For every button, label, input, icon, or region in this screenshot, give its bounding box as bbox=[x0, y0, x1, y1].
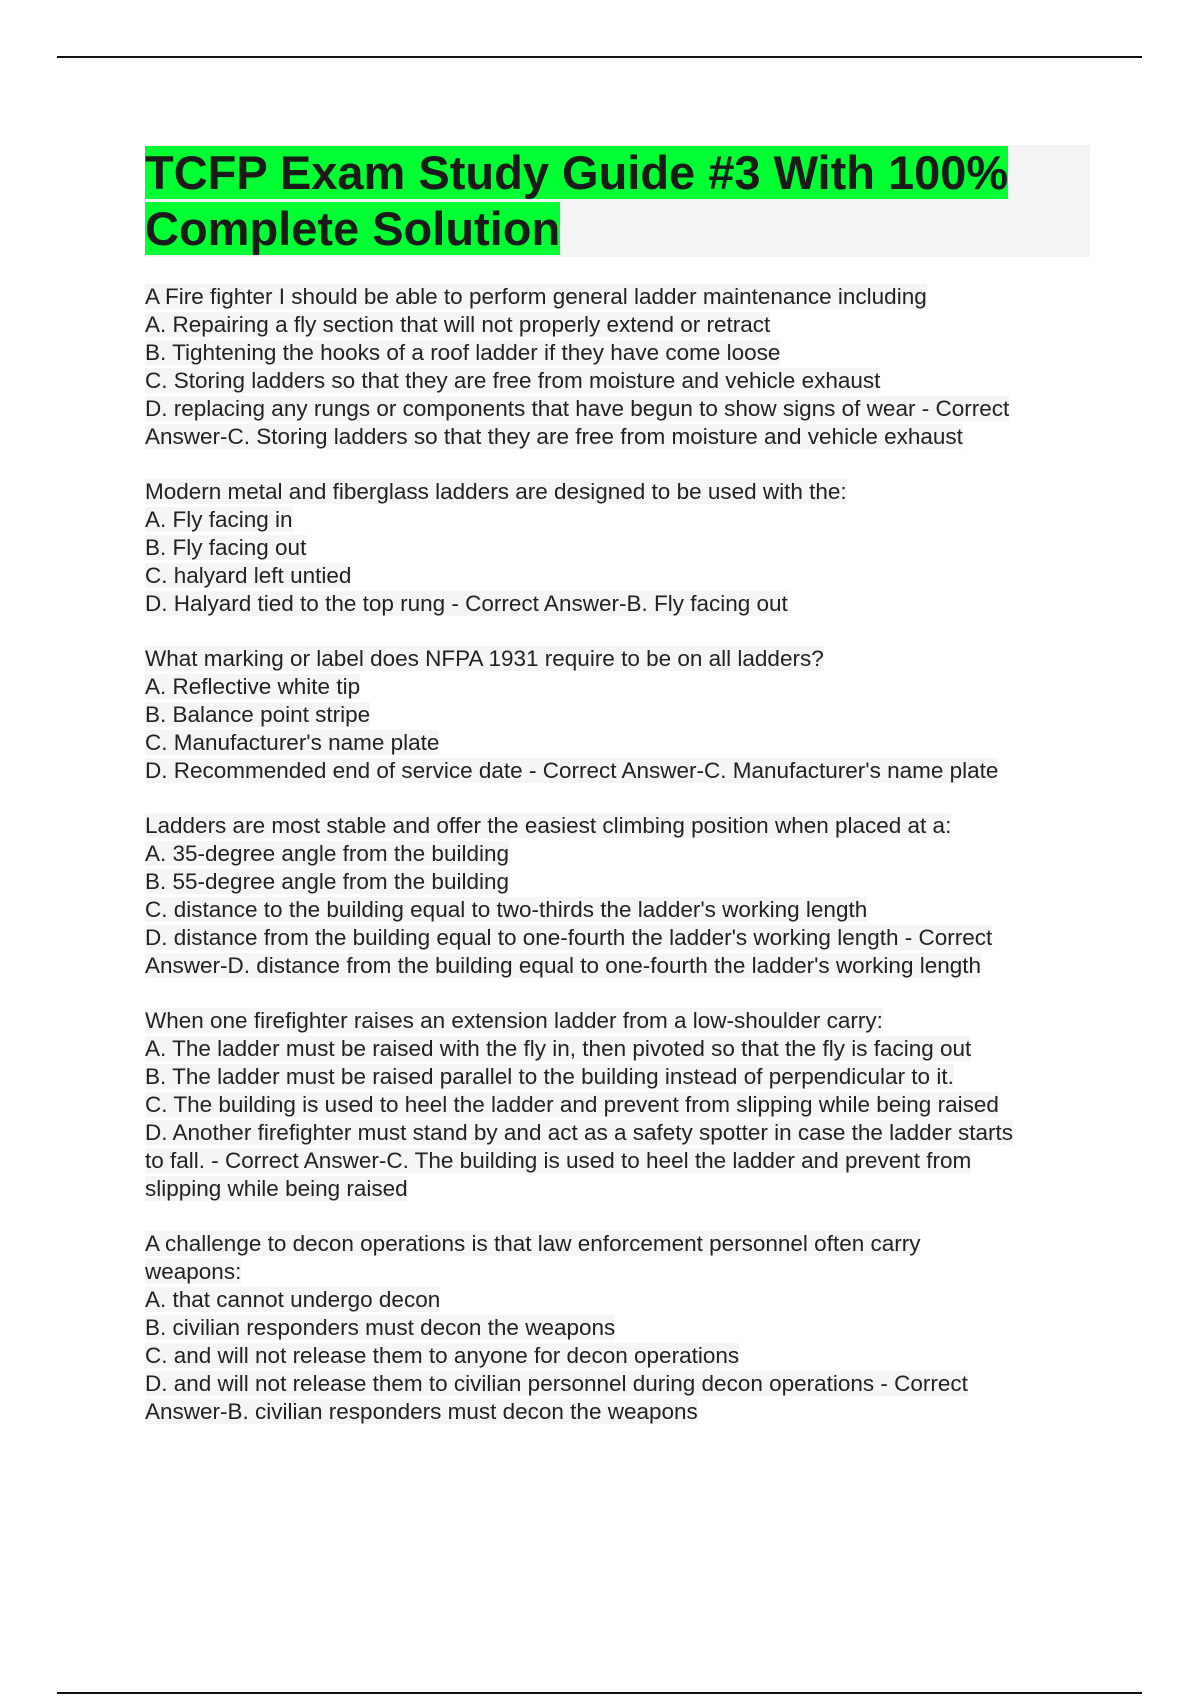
question-text bbox=[145, 812, 1090, 840]
question-line bbox=[145, 729, 1090, 757]
question-line bbox=[145, 534, 1090, 562]
question-line bbox=[145, 1147, 1090, 1175]
footer-rule bbox=[57, 1692, 1142, 1694]
question-line bbox=[145, 840, 1090, 868]
question-text bbox=[145, 1007, 1090, 1035]
question-line bbox=[145, 924, 1090, 952]
line-text: D. distance from the building equal to one-fourth the ladder's working length - Correct bbox=[145, 925, 993, 950]
line-text: C. The building is used to heel the ladder and prevent from slipping while being raised bbox=[145, 1092, 999, 1117]
question-block bbox=[145, 283, 1090, 451]
line-text: weapons: bbox=[145, 1259, 242, 1284]
document-title bbox=[145, 145, 1090, 257]
question-line bbox=[145, 1314, 1090, 1342]
question-text bbox=[145, 478, 1090, 506]
question-line bbox=[145, 868, 1090, 896]
document-body bbox=[145, 145, 1090, 1453]
question-line bbox=[145, 1370, 1090, 1398]
question-line bbox=[145, 395, 1090, 423]
question-text bbox=[145, 1230, 1090, 1258]
line-text: to fall. - Correct Answer-C. The building is used to heel the ladder and prevent from bbox=[145, 1148, 972, 1173]
question-line bbox=[145, 423, 1090, 451]
question-line bbox=[145, 1119, 1090, 1147]
line-text: D. and will not release them to civilian personnel during decon operations - Correct bbox=[145, 1371, 968, 1396]
line-text: C. Storing ladders so that they are free from moisture and vehicle exhaust bbox=[145, 368, 881, 393]
question-line bbox=[145, 1091, 1090, 1119]
question-line bbox=[145, 896, 1090, 924]
question-line bbox=[145, 1063, 1090, 1091]
line-text: D. Recommended end of service date - Correct Answer-C. Manufacturer's name plate bbox=[145, 758, 999, 783]
line-text: Answer-B. civilian responders must decon the weapons bbox=[145, 1399, 698, 1424]
question-block bbox=[145, 1007, 1090, 1203]
question-text bbox=[145, 283, 1090, 311]
question-list bbox=[145, 283, 1090, 1426]
line-text: C. Manufacturer's name plate bbox=[145, 730, 440, 755]
line-text: A. The ladder must be raised with the fly in, then pivoted so that the fly is facing out bbox=[145, 1036, 972, 1061]
line-text: D. Another firefighter must stand by and act as a safety spotter in case the ladder starts bbox=[145, 1120, 1013, 1145]
question-text bbox=[145, 645, 1090, 673]
line-text: D. replacing any rungs or components that have begun to show signs of wear - Correct bbox=[145, 396, 1010, 421]
line-text: C. halyard left untied bbox=[145, 563, 352, 588]
question-line bbox=[145, 757, 1090, 785]
line-text: D. Halyard tied to the top rung - Correct Answer-B. Fly facing out bbox=[145, 591, 788, 616]
line-text: A. Fly facing in bbox=[145, 507, 293, 532]
question-block bbox=[145, 812, 1090, 980]
question-line bbox=[145, 1398, 1090, 1426]
line-text: A. Reflective white tip bbox=[145, 674, 361, 699]
line-text: B. The ladder must be raised parallel to the building instead of perpendicular to it. bbox=[145, 1064, 954, 1089]
line-text: slipping while being raised bbox=[145, 1176, 408, 1201]
question-line bbox=[145, 1175, 1090, 1203]
question-line bbox=[145, 1342, 1090, 1370]
line-text: Modern metal and fiberglass ladders are designed to be used with the: bbox=[145, 479, 847, 504]
question-line bbox=[145, 1286, 1090, 1314]
question-line bbox=[145, 952, 1090, 980]
question-line bbox=[145, 1258, 1090, 1286]
line-text: B. civilian responders must decon the weapons bbox=[145, 1315, 616, 1340]
line-text: What marking or label does NFPA 1931 require to be on all ladders? bbox=[145, 646, 824, 671]
title-line-1: TCFP Exam Study Guide #3 With 100% bbox=[145, 146, 1009, 199]
line-text: B. Balance point stripe bbox=[145, 702, 371, 727]
line-text: A challenge to decon operations is that law enforcement personnel often carry bbox=[145, 1231, 921, 1256]
question-block bbox=[145, 1230, 1090, 1426]
line-text: Answer-C. Storing ladders so that they are free from moisture and vehicle exhaust bbox=[145, 424, 963, 449]
question-line bbox=[145, 562, 1090, 590]
line-text: Answer-D. distance from the building equal to one-fourth the ladder's working length bbox=[145, 953, 982, 978]
header-rule bbox=[57, 56, 1142, 58]
question-block bbox=[145, 645, 1090, 785]
line-text: A. that cannot undergo decon bbox=[145, 1287, 441, 1312]
question-block bbox=[145, 478, 1090, 618]
line-text: Ladders are most stable and offer the easiest climbing position when placed at a: bbox=[145, 813, 952, 838]
title-block bbox=[145, 145, 1090, 257]
question-line bbox=[145, 311, 1090, 339]
line-text: A. Repairing a fly section that will not properly extend or retract bbox=[145, 312, 771, 337]
line-text: B. 55-degree angle from the building bbox=[145, 869, 509, 894]
question-line bbox=[145, 339, 1090, 367]
title-line-2: Complete Solution bbox=[145, 202, 561, 255]
line-text: B. Tightening the hooks of a roof ladder if they have come loose bbox=[145, 340, 781, 365]
line-text: A. 35-degree angle from the building bbox=[145, 841, 509, 866]
question-line bbox=[145, 1035, 1090, 1063]
question-line bbox=[145, 673, 1090, 701]
question-line bbox=[145, 367, 1090, 395]
line-text: A Fire fighter I should be able to perform general ladder maintenance including bbox=[145, 284, 927, 309]
line-text: B. Fly facing out bbox=[145, 535, 307, 560]
line-text: When one firefighter raises an extension ladder from a low-shoulder carry: bbox=[145, 1008, 883, 1033]
line-text: C. and will not release them to anyone for decon operations bbox=[145, 1343, 740, 1368]
question-line bbox=[145, 701, 1090, 729]
line-text: C. distance to the building equal to two-thirds the ladder's working length bbox=[145, 897, 868, 922]
question-line bbox=[145, 590, 1090, 618]
question-line bbox=[145, 506, 1090, 534]
